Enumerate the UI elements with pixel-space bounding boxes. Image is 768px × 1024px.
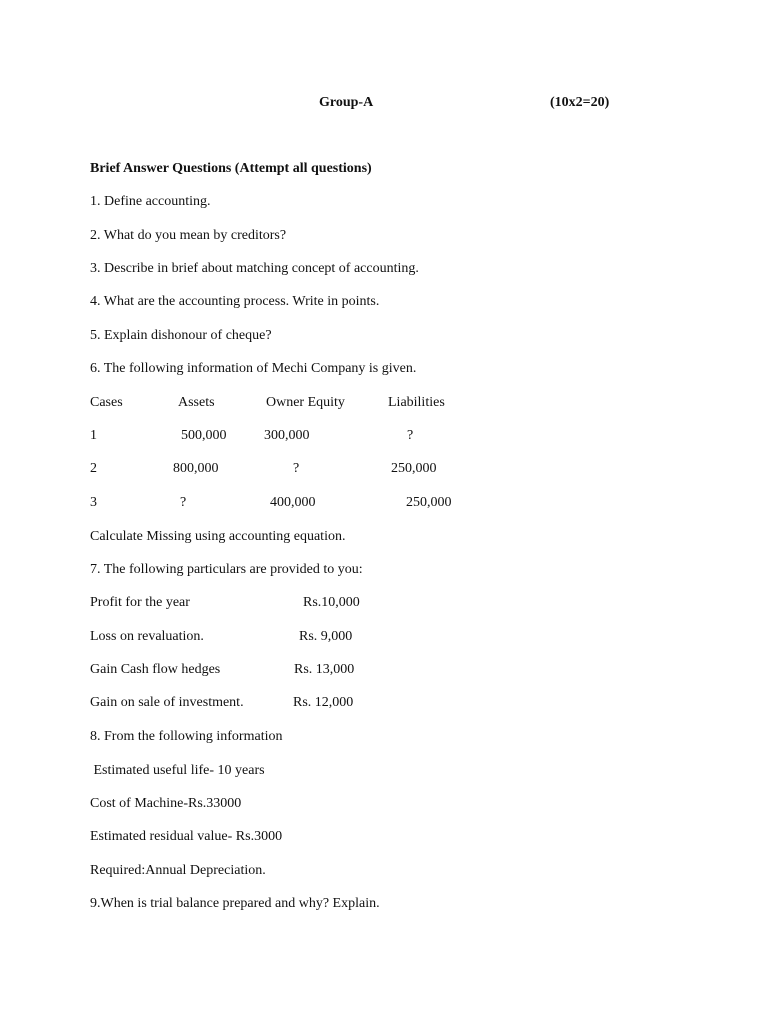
table-cell: 800,000 — [173, 461, 219, 476]
table-cell: 250,000 — [406, 495, 452, 510]
group-heading: Group-A — [319, 95, 374, 110]
table-cell: 400,000 — [270, 495, 316, 510]
table-cell: ? — [180, 495, 187, 510]
table-cell: ? — [293, 461, 300, 476]
particular-value: Rs. 13,000 — [294, 662, 355, 677]
particular-value: Rs. 9,000 — [299, 629, 353, 644]
question-8-line: Required:Annual Depreciation. — [90, 863, 266, 878]
question-8-line: Estimated residual value- Rs.3000 — [90, 829, 283, 844]
question-8-line: Estimated useful life- 10 years — [90, 763, 265, 778]
table-cell: 500,000 — [181, 428, 227, 443]
question-4: 4. What are the accounting process. Write in points. — [90, 294, 380, 309]
table-cell: 3 — [90, 495, 97, 510]
question-9: 9.When is trial balance prepared and why? Explain. — [90, 896, 380, 911]
section-title: Brief Answer Questions (Attempt all questions) — [90, 161, 372, 176]
question-3: 3. Describe in brief about matching concept of accounting. — [90, 261, 419, 276]
table-cell: 250,000 — [391, 461, 437, 476]
question-6-instruction: Calculate Missing using accounting equation. — [90, 529, 346, 544]
table-header-cases: Cases — [90, 395, 123, 410]
question-2: 2. What do you mean by creditors? — [90, 228, 287, 243]
particular-value: Rs.10,000 — [303, 595, 360, 610]
question-8: 8. From the following information — [90, 729, 283, 744]
table-cell: 300,000 — [264, 428, 310, 443]
table-cell: 2 — [90, 461, 97, 476]
particular-label: Profit for the year — [90, 595, 190, 610]
particular-label: Gain on sale of investment. — [90, 695, 244, 710]
table-cell: 1 — [90, 428, 97, 443]
particular-label: Loss on revaluation. — [90, 629, 204, 644]
particular-value: Rs. 12,000 — [293, 695, 354, 710]
question-1: 1. Define accounting. — [90, 194, 211, 209]
question-6: 6. The following information of Mechi Company is given. — [90, 361, 417, 376]
question-5: 5. Explain dishonour of cheque? — [90, 328, 272, 343]
marks-heading: (10x2=20) — [550, 95, 610, 110]
table-cell: ? — [407, 428, 414, 443]
question-7: 7. The following particulars are provided to you: — [90, 562, 363, 577]
table-header-assets: Assets — [178, 395, 215, 410]
table-header-liabilities: Liabilities — [388, 395, 445, 410]
table-header-owner-equity: Owner Equity — [266, 395, 345, 410]
question-8-line: Cost of Machine-Rs.33000 — [90, 796, 242, 811]
particular-label: Gain Cash flow hedges — [90, 662, 221, 677]
